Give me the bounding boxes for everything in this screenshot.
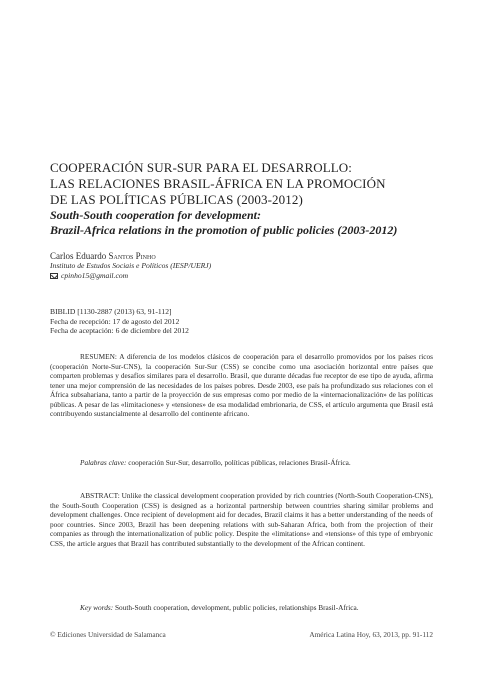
received-date: Fecha de recepción: 17 de agosto del 2012	[50, 316, 180, 326]
footer-publisher: © Ediciones Universidad de Salamanca	[50, 630, 166, 639]
resumen-text: A diferencia de los modelos clásicos de cooperación para el desarrollo promovidos por los países ricos (cooperación Norte-Sur-CNS), la cooperación Sur-Sur (CSS) se concibe como una asociación horizontal entre países que comparten problemas y desafíos similares para el desarrollo. Brasil, que durante décadas fue receptor de ese tipo de ayuda, afirma tener una mejor comprensión de las necesidades de los países pobres. Desde 2003, ese país ha profundizado sus relaciones con el África subsahariana, tanto a partir de la proyección de sus empresas como por medio de la «internacionalización» de las políticas públicas. A pesar de las «limitaciones» y «tensiones» de esa modalidad embrionaria, de CSS, el artículo argumenta que Brasil está contribuyendo sustancialmente al desarrollo del continente africano.	[50, 352, 433, 418]
author-block	[50, 251, 450, 281]
envelope-icon	[50, 273, 58, 279]
biblid-block	[50, 307, 450, 336]
author-affiliation: Instituto de Estudos Sociais e Políticos (IESP/UERJ)	[50, 261, 212, 270]
author-last-name: Santos Pinho	[108, 251, 156, 261]
title-line-1: COOPERACIÓN SUR-SUR PARA EL DESARROLLO:	[50, 160, 352, 175]
title-line-3: DE LAS POLÍTICAS PÚBLICAS (2003-2012)	[50, 192, 303, 207]
biblid-ref: BIBLID [1130-2887 (2013) 63, 91-112]	[50, 307, 172, 316]
key-words-text: South-South cooperation, development, public policies, relationships Brasil-Africa.	[115, 603, 359, 612]
article-title-block	[50, 160, 450, 238]
resumen-paragraph	[50, 352, 433, 419]
abstract-text: Unlike the classical development cooperation provided by rich countries (North-South Cooperation-CNS), the South-South Cooperation (CSS) is designed as a horizontal partnership between countries sharing similar problems and development challenges. Once recipient of development aid for decades, Brazil claims it has a better understanding of the needs of poor countries. Since 2003, Brazil has been deepening relations with sub-Saharan Africa, both from the projection of their companies as through the internationalization of public policy. Despite the «limitations» and «tensions» of this type of embryonic CSS, the article argues that Brazil has contributed substantially to the development of the African continent.	[50, 491, 433, 548]
palabras-clave-label: Palabras clave:	[80, 458, 127, 467]
abstract-paragraph	[50, 491, 433, 548]
footer-citation: América Latina Hoy, 63, 2013, pp. 91-112	[309, 630, 433, 639]
key-words	[50, 603, 433, 613]
palabras-clave	[50, 458, 433, 468]
author-email[interactable]: cpinho15@gmail.com	[61, 271, 129, 280]
accepted-date: Fecha de aceptación: 6 de diciembre del 2012	[50, 326, 189, 335]
author-first-name: Carlos Eduardo	[50, 251, 107, 261]
author-email-row	[50, 271, 450, 281]
author-name	[50, 251, 450, 261]
english-title-line-2: Brazil-Africa relations in the promotion of public policies (2003-2012)	[50, 223, 398, 237]
resumen-label: RESUMEN:	[80, 352, 117, 361]
key-words-label: Key words:	[80, 603, 114, 612]
title-line-2: LAS RELACIONES BRASIL-ÁFRICA EN LA PROMOCIÓN	[50, 176, 386, 191]
english-title-line-1: South-South cooperation for development:	[50, 208, 262, 222]
palabras-clave-text: cooperación Sur-Sur, desarrollo, políticas públicas, relaciones Brasil-África.	[128, 458, 351, 467]
abstract-label: ABSTRACT:	[80, 491, 120, 500]
